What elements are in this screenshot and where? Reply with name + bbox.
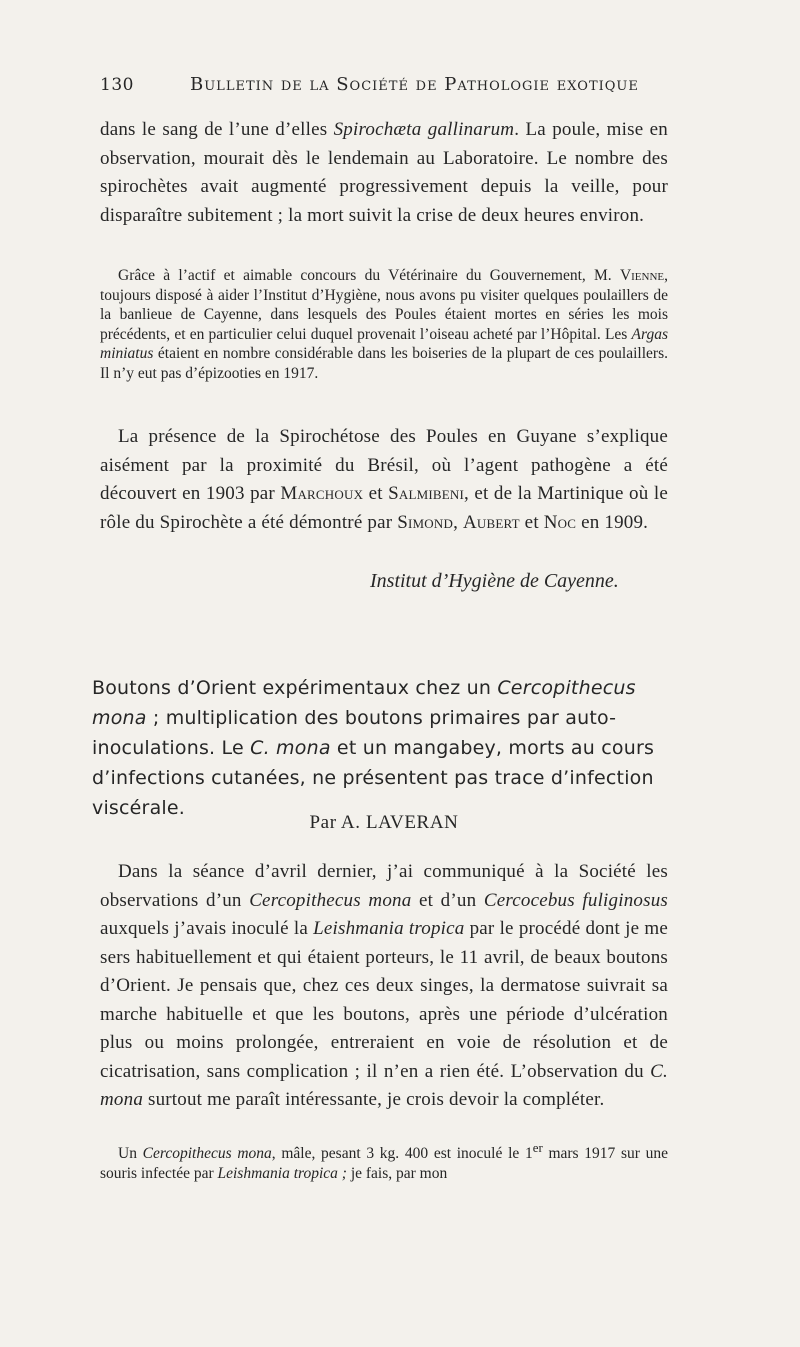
text: et [363, 483, 389, 504]
person-name: Salmibeni [388, 483, 465, 504]
author-name: LAVERAN [365, 812, 459, 833]
article-title [92, 673, 672, 823]
paragraph-intro [100, 858, 668, 1115]
paragraph-veterinary [100, 266, 668, 383]
person-name: Marchoux [280, 483, 364, 504]
article-author [100, 812, 668, 834]
person-name: Simond [397, 511, 454, 533]
person-name: Aubert [462, 511, 520, 533]
species-name: Leishmania tropica [313, 918, 465, 939]
text: Boutons d’Orient expérimentaux chez un [92, 677, 498, 699]
person-name: Noc [543, 511, 577, 533]
text: surtout me paraît intéressante, je crois devoir la compléter. [143, 1089, 605, 1110]
species-name: Cercocebus fuliginosus [483, 889, 668, 911]
running-header [100, 74, 680, 95]
paragraph-spirochaete [100, 116, 668, 230]
text: Par A. [309, 812, 366, 833]
species-name: Cercopithecus mona [249, 889, 412, 911]
species-name: Leishmania tropica ; [217, 1164, 347, 1182]
text: Grâce à l’actif et aimable concours du Vétérinaire du Gouvernement, M. [118, 267, 620, 284]
title-text [92, 673, 672, 823]
text: Dans la séance d’avril dernier, j’ai communiqué à la Société les observations d’un [100, 861, 668, 911]
species-name: Cercopithecus mona [92, 677, 636, 729]
text: en 1909. [576, 511, 649, 533]
species-name: C. mona [100, 1060, 668, 1110]
text: étaient en nombre considérable dans les boiseries de la plupart de ces poulaillers. Il n’y eut pas d’épizooties en 1917. [100, 345, 668, 382]
text: auxquels j’avais inoculé la [100, 918, 314, 939]
text: , et de la Martinique où le rôle du Spirochète a été démontré par [100, 483, 668, 533]
text: . La poule, mise en observation, mourait dès le lendemain au Laboratoire. Le nombre des spirochètes avait augmenté progressivement depuis la veille, pour disparaître subitement ; la mort suivit la crise de deux heures environ. [100, 119, 668, 226]
text: , [453, 511, 463, 533]
text: et un mangabey, morts au cours d’infections cutanées, ne présentent pas trace d’infection viscérale. [92, 737, 655, 819]
journal-title: Bulletin de la Société de Pathologie exotique [190, 74, 639, 95]
text: et [519, 511, 544, 533]
institution-signature: Institut d’Hygiène de Cayenne. [370, 570, 619, 592]
paragraph-guyane [100, 423, 668, 537]
species-name: Spirochæta gallinarum [333, 119, 515, 140]
text: La présence de la Spirochétose des Poules en Guyane s’explique aisément par la proximité du Brésil, où l’agent pathogène a été découvert en 1903 par [100, 426, 668, 504]
species-name: C. mona [250, 737, 331, 759]
text: , toujours disposé à aider l’Institut d’Hygiène, nous avons pu visiter quelques poulaillers de la banlieue de Cayenne, dans lesquels des Poules étaient mortes en séries les mois précédents, et en particulier celui duquel provenait l’oiseau acheté par l’Hôpital. Les [100, 267, 668, 343]
ordinal-superscript: er [532, 1140, 543, 1155]
text: je fais, par mon [346, 1164, 448, 1182]
text: dans le sang de l’une d’elles [100, 119, 334, 140]
page-number: 130 [100, 75, 134, 95]
paragraph-case [100, 1138, 668, 1183]
text: ; multiplication des boutons primaires par auto-inoculations. Le [92, 707, 617, 759]
text: par le procédé dont je me sers habituellement et qui étaient porteurs, le 11 avril, de beaux boutons d’Orient. Je pensais que, chez ces deux singes, la dermatose suivrait sa marche habituelle et que les boutons, après une période d’ulcération plus ou moins prolongée, entreraient en voie de résolution et de cicatrisation, sans complication ; il n’en a rien été. L’observation du [100, 918, 668, 1082]
text: , mâle, pesant 3 kg. 400 est inoculé le 1 [271, 1145, 533, 1163]
species-name: Cercopithecus mona [142, 1145, 272, 1163]
text: Un [118, 1145, 143, 1163]
person-name: Vienne [619, 267, 665, 284]
text: mars 1917 sur une souris infectée par [100, 1145, 669, 1182]
text: et d’un [411, 889, 484, 911]
species-name: Argas miniatus [100, 325, 668, 362]
